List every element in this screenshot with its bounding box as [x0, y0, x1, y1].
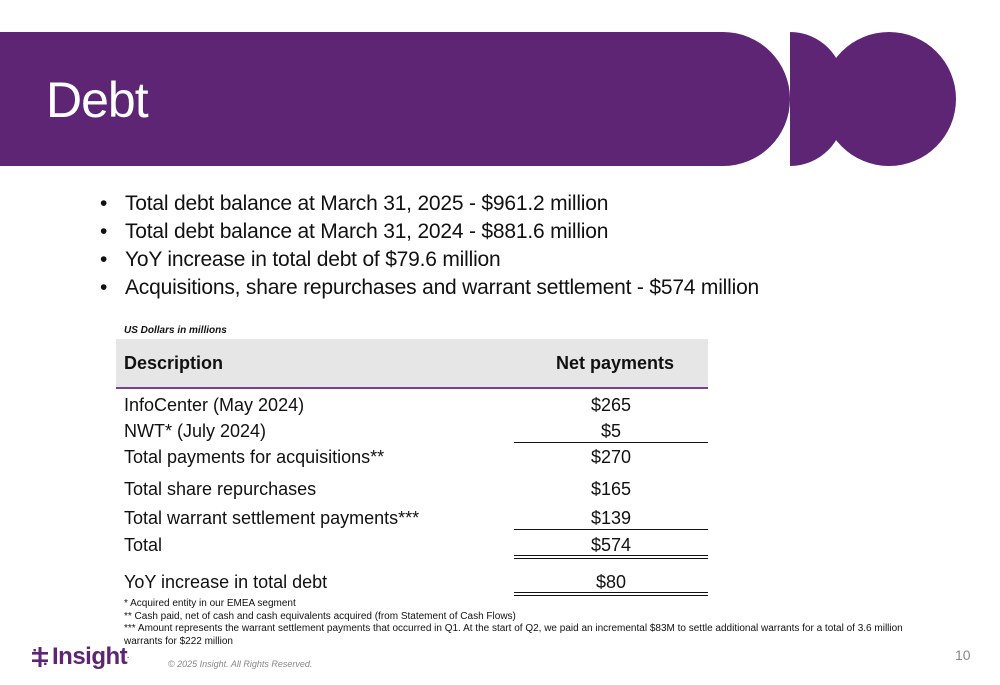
- bullet-item: • Acquisitions, share repurchases and warrant settlement - $574 million: [100, 274, 759, 302]
- bullet-item: • YoY increase in total debt of $79.6 million: [100, 246, 759, 274]
- row-description: Total payments for acquisitions**: [124, 447, 385, 467]
- row-value: $80: [514, 571, 708, 596]
- header-description: Description: [124, 353, 224, 373]
- row-description: Total share repurchases: [124, 479, 317, 499]
- row-description: Total: [124, 535, 163, 555]
- logo-wordmark: Insight.: [52, 643, 129, 670]
- row-description: InfoCenter (May 2024): [124, 395, 305, 415]
- insight-logo: [32, 645, 129, 669]
- header-net-payments: Net payments: [556, 353, 675, 373]
- footnotes: [124, 598, 904, 648]
- footnote: *** Amount represents the warrant settlement payments that occurred in Q1. At the start of Q2, we paid an incremental $83M to settle additional warrants for a total of 3.6 million warrants for $222 million: [124, 623, 903, 647]
- table-row: [124, 446, 708, 470]
- table-row: [124, 534, 708, 558]
- page-number: 10: [955, 647, 971, 663]
- units-note: US Dollars in millions: [124, 325, 227, 336]
- row-description: Total warrant settlement payments***: [124, 508, 420, 528]
- banner-circle-decoration: [822, 32, 956, 166]
- table-row: [124, 394, 708, 418]
- table-row: [124, 507, 708, 531]
- bullet-list: [100, 190, 759, 302]
- footnote: ** Cash paid, net of cash and cash equivalents acquired (from Statement of Cash Flows): [124, 610, 516, 622]
- row-description: NWT* (July 2024): [124, 421, 267, 441]
- row-value: $265: [590, 395, 632, 415]
- table-row: [124, 478, 708, 502]
- copyright: © 2025 Insight. All Rights Reserved.: [168, 659, 313, 669]
- row-value: $5: [514, 420, 708, 443]
- slide-title: Debt: [46, 72, 148, 128]
- footnote: * Acquired entity in our EMEA segment: [124, 598, 296, 609]
- table-row: [124, 571, 708, 595]
- row-value: $165: [590, 479, 632, 499]
- row-description: YoY increase in total debt: [124, 572, 328, 592]
- bullet-item: • Total debt balance at March 31, 2024 - $881.6 million: [100, 218, 759, 246]
- row-value: $574: [514, 534, 708, 559]
- row-value: $270: [590, 447, 632, 467]
- insight-logo-icon: [32, 647, 48, 667]
- table-header: [116, 339, 708, 389]
- bullet-item: • Total debt balance at March 31, 2025 - $961.2 million: [100, 190, 759, 218]
- table-row: [124, 420, 708, 444]
- row-value: $139: [514, 507, 708, 530]
